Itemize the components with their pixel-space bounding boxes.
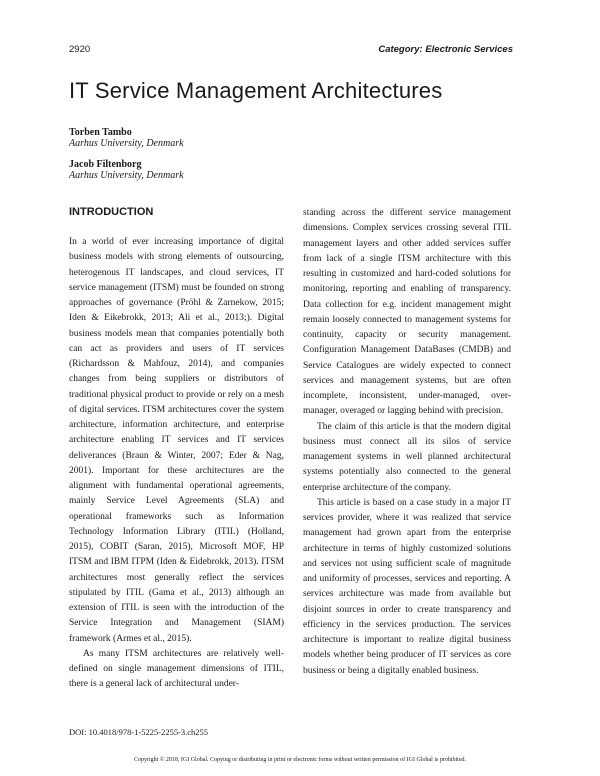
paragraph: This article is based on a case study in a major IT services provider, where it was realized that service management had grown apart from the enterprise architecture in terms of highly customized solutions and services not using sufficient scale of magnitude and uniformity of processes, services and reporting. A services architecture was made from available but disjoint sources in order to create transparency and efficiency in the services production. The services architecture is important to realize digital business models whether being producer of IT services as core business or being a digitally enabled business. [303, 497, 511, 676]
page-number: 2920 [69, 44, 91, 55]
author-block [69, 127, 184, 149]
section-heading: INTRODUCTION [69, 206, 154, 218]
doi: DOI: 10.4018/978-1-5225-2255-3.ch255 [69, 727, 209, 737]
right-column [303, 206, 511, 679]
author-name: Jacob Filtenborg [69, 159, 142, 170]
copyright-notice: Copyright © 2018, IGI Global. Copying or distributing in print or electronic forms without written permission of IGI Global is prohibited. [133, 757, 466, 763]
article-title: IT Service Management Architectures [69, 78, 443, 103]
author-block [69, 159, 184, 181]
paragraph: As many ITSM architectures are relatively well-defined on single management dimensions of ITIL, there is a general lack of architectural under- [69, 648, 284, 690]
paragraph: standing across the different service management dimensions. Complex services crossing several ITIL management layers and other added services suffer from lack of a single ITSM architecture with this resulting in customized and hard-coded solutions for monitoring, reporting and enabling of transparency. Data collection for e.g. incident management might remain loosely connected to management systems for continuity, capacity or security management. Configuration Management DataBases (CMDB) and Service Catalogues are widely expected to connect services and management systems, but are often incomplete, inconsistent, under-managed, over-manager, overaged or lagging behind with precision. [303, 208, 511, 417]
author-affiliation: Aarhus University, Denmark [69, 170, 184, 181]
left-column [69, 235, 284, 693]
category-label: Category: Electronic Services [378, 44, 513, 55]
paragraph: In a world of ever increasing importance of digital business models with strong elements of outsourcing, heterogenous IT landscapes, and cloud services, IT service management (ITSM) must be founded on strong approaches of governance (Pröhl & Zarnekow, 2015; Iden & Eikebrokk, 2013; Ali et al., 2013;). Digital business models mean that companies potentially both can act as providers and users of IT services (Richardsson & Mahfouz, 2014), and companies changes from being suppliers or distributors of traditional physical product to provide or rely on a mesh of digital services. ITSM architectures cover the system architecture, information architecture, and enterprise architecture enabling IT services and IT services deliverances (Braun & Winter, 2007; Eder & Nag, 2001). Important for these architectures are the alignment with fundamental operational agreements, mainly Service Level Agreements (SLA) and operational frameworks such as Information Technology Information Library (ITIL) (Holland, 2015), COBIT (Saran, 2015), Microsoft MOF, HP ITSM and IBM ITPM (Iden & Eidebrokk, 2013). ITSM architectures most generally reflect the services stipulated by ITIL (Gama et al., 2013) although an extension of ITIL is seen with the introduction of the Service Integration and Management (SIAM) framework (Armes et al., 2015). [69, 237, 284, 644]
author-name: Torben Tambo [69, 127, 132, 138]
author-affiliation: Aarhus University, Denmark [69, 138, 184, 149]
paragraph: The claim of this article is that the modern digital business must connect all its silos of service management systems in well planned architectural systems potentially also connected to the general enterprise architecture of the company. [303, 421, 511, 493]
